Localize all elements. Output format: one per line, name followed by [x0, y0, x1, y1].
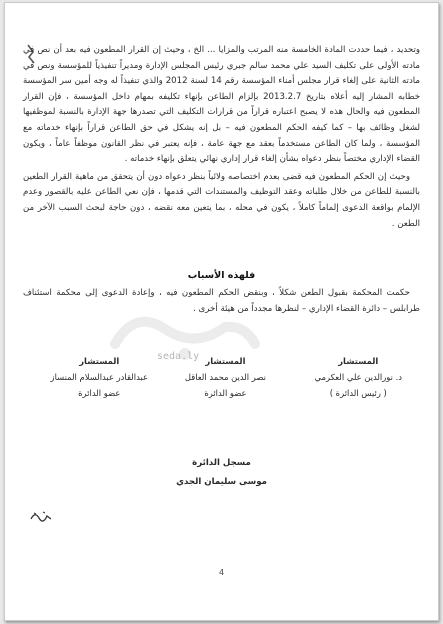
- signature-name: نصر الدين محمد العاقل: [184, 372, 266, 382]
- signature-title: عضو الدائرة: [78, 388, 121, 398]
- signature-role: المستشار: [79, 356, 120, 366]
- signature-member-judge: [185, 353, 266, 401]
- body-paragraph: وحيث إن الحكم المطعون فيه قضى بعدم اختصاصه ولائياً بنظر دعواه دون أن يتحقق من ماهية القرار الطعين بالنسبة للطاعن من خلال طلباته وعقد التوظيف والمستندات التي قدمها ، فإن نعي الطاعن عليه بالقصور وعدم الإلمام بواقعة الدعوى إلماماً كاملاً ، يكون في محله ، بما يتعين معه نقضه ، دون حاجة لبحث السبب الآخر من الطعن .: [23, 171, 420, 229]
- reasons-heading: فلهذه الأسباب: [187, 270, 256, 281]
- signature-name: عبدالقادر عبدالسلام المنساز: [50, 372, 148, 382]
- body-paragraph: وتحديد ، فيما حددت المادة الخامسة منه المرتب والمزايا ... الخ ، وحيث إن القرار المطعون فيه بعد أن نص في مادته الأولى على تكليف السيد علي محمد سالم جبري رئيس المجلس الإدارة ومديراً تنفيذياً للمؤسسة ونص في مادته الثانية على إلغاء قرار مجلس أمناء المؤسسة رقم 14 لسنة 2012 والذي تنفيذاً له وجه أمين سر المؤسسة خطابه المشار إليه أعلاه بتاريخ 2013.2.7 بإلزام الطاعن بإنهاء تكليفه بمهام داخل المؤسسة ، فإن القرار المطعون فيه والحال هذه لا يصبح اعتباره قراراً من قرارات التكليف التي تصدرها جهة الإدارة بالنسبة لموظفيها لشغل وظائف بها – كما كيفه الحكم المطعون فيه – بل إنه يشكل في حق الطاعن قراراً بإنهاء خدماته مع المؤسسة ، ولما كان الطاعن مستخدماً بعقد مع جهة عامة ، فإنه يعتبر في نظر القانون موظفاً عاماً ، ويكون القضاء الإداري مختصاً بنظر دعواه بشأن إلغاء قرار إداري نهائي يتعلق بإنهاء خدماته .: [23, 45, 421, 165]
- signature-member-judge: [51, 353, 148, 401]
- signature-title: ( رئيس الدائرة ): [329, 388, 387, 398]
- watermark-text: seda.ly: [157, 351, 200, 362]
- handwritten-mark-icon: [29, 509, 53, 523]
- document-page: [4, 2, 439, 621]
- signature-presiding-judge: [315, 353, 402, 401]
- registrar-name: موسى سليمان الجدي: [176, 477, 267, 487]
- signature-title: عضو الدائرة: [204, 388, 247, 398]
- signature-name: د. نورالدين علي العكرمي: [314, 372, 402, 382]
- signature-role: المستشار: [205, 356, 246, 366]
- signature-role: المستشار: [338, 356, 379, 366]
- registrar-title: مسجل الدائرة: [192, 458, 251, 468]
- registrar-block: [5, 454, 438, 492]
- ruling-paragraph: حكمت المحكمة بقبول الطعن شكلاً ، وبنقض الحكم المطعون فيه ، وإعادة الدعوى إلى محكمة استئناف طرابلس – دائرة القضاء الإداري – لنظرها مجدداً من هيئة أخرى .: [23, 288, 420, 314]
- page-number: 4: [218, 568, 225, 577]
- judgment-body: [23, 43, 420, 234]
